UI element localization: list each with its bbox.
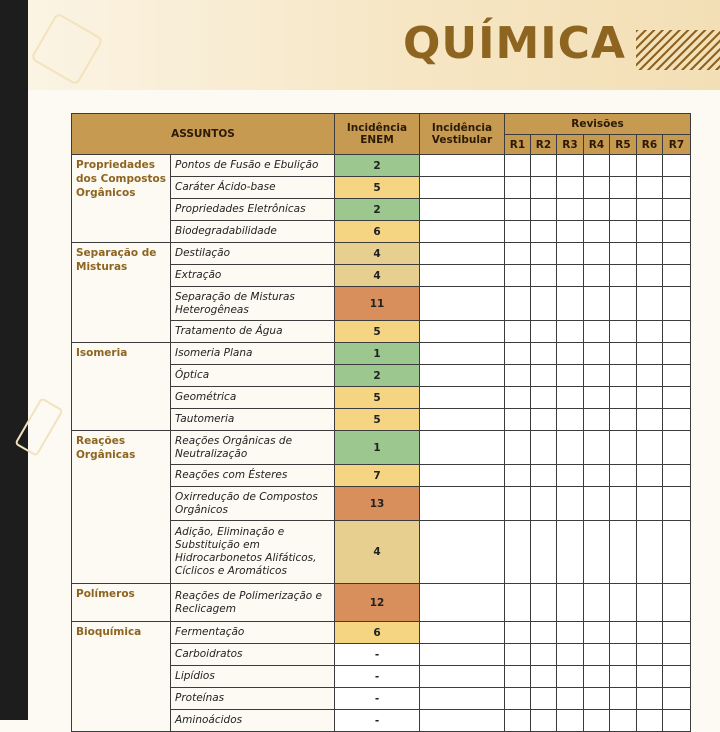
revision-checkbox-cell[interactable] (557, 710, 584, 732)
revision-checkbox-cell[interactable] (557, 465, 584, 487)
enem-incidence-cell: - (335, 688, 420, 710)
header-vestibular: Incidência Vestibular (420, 114, 505, 155)
vestibular-incidence-cell[interactable] (420, 287, 505, 321)
revision-checkbox-cell[interactable] (505, 221, 531, 243)
table-row (72, 622, 691, 644)
topic-cell: Reações com Ésteres (171, 465, 335, 487)
topic-cell: Óptica (171, 365, 335, 387)
vestibular-incidence-cell[interactable] (420, 321, 505, 343)
topic-cell: Caráter Ácido-base (171, 177, 335, 199)
topic-cell: Tratamento de Água (171, 321, 335, 343)
vestibular-incidence-cell[interactable] (420, 487, 505, 521)
revision-checkbox-cell[interactable] (637, 243, 663, 265)
left-edge-bar (0, 0, 28, 720)
revision-checkbox-cell[interactable] (610, 365, 637, 387)
revision-checkbox-cell[interactable] (531, 343, 557, 365)
revision-checkbox-cell[interactable] (637, 409, 663, 431)
revision-checkbox-cell[interactable] (637, 287, 663, 321)
enem-incidence-cell: 5 (335, 387, 420, 409)
revision-checkbox-cell[interactable] (663, 177, 691, 199)
revision-checkbox-cell[interactable] (531, 409, 557, 431)
revision-checkbox-cell[interactable] (531, 387, 557, 409)
vestibular-incidence-cell[interactable] (420, 365, 505, 387)
topic-cell: Adição, Eliminação e Substituição em Hidrocarbonetos Alifáticos, Cíclicos e Aromáticos (171, 521, 335, 584)
revision-checkbox-cell[interactable] (505, 521, 531, 584)
revision-checkbox-cell[interactable] (505, 155, 531, 177)
topic-cell: Extração (171, 265, 335, 287)
table-row (72, 584, 691, 622)
header-revision: R7 (663, 135, 691, 155)
revision-checkbox-cell[interactable] (505, 365, 531, 387)
enem-incidence-cell: 2 (335, 365, 420, 387)
revision-checkbox-cell[interactable] (637, 622, 663, 644)
subjects-table (71, 113, 691, 732)
revision-checkbox-cell[interactable] (610, 287, 637, 321)
revision-checkbox-cell[interactable] (637, 177, 663, 199)
revision-checkbox-cell[interactable] (557, 387, 584, 409)
revision-checkbox-cell[interactable] (663, 688, 691, 710)
revision-checkbox-cell[interactable] (610, 343, 637, 365)
revision-checkbox-cell[interactable] (505, 644, 531, 666)
vestibular-incidence-cell[interactable] (420, 465, 505, 487)
enem-incidence-cell: 11 (335, 287, 420, 321)
revision-checkbox-cell[interactable] (531, 487, 557, 521)
revision-checkbox-cell[interactable] (584, 321, 610, 343)
revision-checkbox-cell[interactable] (610, 644, 637, 666)
vestibular-incidence-cell[interactable] (420, 409, 505, 431)
revision-checkbox-cell[interactable] (610, 431, 637, 465)
topic-cell: Proteínas (171, 688, 335, 710)
revision-checkbox-cell[interactable] (584, 409, 610, 431)
revision-checkbox-cell[interactable] (531, 321, 557, 343)
revision-checkbox-cell[interactable] (531, 584, 557, 622)
revision-checkbox-cell[interactable] (584, 199, 610, 221)
topic-cell: Reações Orgânicas de Neutralização (171, 431, 335, 465)
revision-checkbox-cell[interactable] (663, 487, 691, 521)
revision-checkbox-cell[interactable] (505, 199, 531, 221)
vestibular-incidence-cell[interactable] (420, 666, 505, 688)
revision-checkbox-cell[interactable] (610, 243, 637, 265)
revision-checkbox-cell[interactable] (584, 521, 610, 584)
revision-checkbox-cell[interactable] (584, 431, 610, 465)
topic-cell: Pontos de Fusão e Ebulição (171, 155, 335, 177)
revision-checkbox-cell[interactable] (557, 487, 584, 521)
revision-checkbox-cell[interactable] (557, 365, 584, 387)
revision-checkbox-cell[interactable] (610, 521, 637, 584)
revision-checkbox-cell[interactable] (610, 409, 637, 431)
topic-cell: Isomeria Plana (171, 343, 335, 365)
revision-checkbox-cell[interactable] (505, 287, 531, 321)
topic-cell: Aminoácidos (171, 710, 335, 732)
vestibular-incidence-cell[interactable] (420, 155, 505, 177)
vestibular-incidence-cell[interactable] (420, 622, 505, 644)
group-label: Bioquímica (72, 622, 171, 732)
revision-checkbox-cell[interactable] (610, 710, 637, 732)
vestibular-incidence-cell[interactable] (420, 688, 505, 710)
revision-checkbox-cell[interactable] (637, 265, 663, 287)
revision-checkbox-cell[interactable] (584, 644, 610, 666)
revision-checkbox-cell[interactable] (505, 265, 531, 287)
revision-checkbox-cell[interactable] (531, 644, 557, 666)
revision-checkbox-cell[interactable] (557, 622, 584, 644)
topic-cell: Fermentação (171, 622, 335, 644)
revision-checkbox-cell[interactable] (637, 387, 663, 409)
revision-checkbox-cell[interactable] (610, 177, 637, 199)
revision-checkbox-cell[interactable] (584, 365, 610, 387)
revision-checkbox-cell[interactable] (557, 199, 584, 221)
enem-incidence-cell: - (335, 644, 420, 666)
subjects-table-body (72, 155, 691, 732)
header-revision: R4 (584, 135, 610, 155)
revision-checkbox-cell[interactable] (637, 321, 663, 343)
vestibular-incidence-cell[interactable] (420, 243, 505, 265)
enem-incidence-cell: 1 (335, 431, 420, 465)
revision-checkbox-cell[interactable] (557, 644, 584, 666)
topic-cell: Oxirredução de Compostos Orgânicos (171, 487, 335, 521)
revision-checkbox-cell[interactable] (584, 243, 610, 265)
topic-cell: Destilação (171, 243, 335, 265)
enem-incidence-cell: 13 (335, 487, 420, 521)
revision-checkbox-cell[interactable] (584, 710, 610, 732)
vestibular-incidence-cell[interactable] (420, 265, 505, 287)
vestibular-incidence-cell[interactable] (420, 431, 505, 465)
group-label: Isomeria (72, 343, 171, 431)
revision-checkbox-cell[interactable] (505, 666, 531, 688)
revision-checkbox-cell[interactable] (505, 688, 531, 710)
revision-checkbox-cell[interactable] (557, 521, 584, 584)
revision-checkbox-cell[interactable] (531, 199, 557, 221)
revision-checkbox-cell[interactable] (663, 343, 691, 365)
revision-checkbox-cell[interactable] (557, 409, 584, 431)
topic-cell: Lipídios (171, 666, 335, 688)
revision-checkbox-cell[interactable] (531, 265, 557, 287)
enem-incidence-cell: 5 (335, 321, 420, 343)
revision-checkbox-cell[interactable] (663, 465, 691, 487)
vestibular-incidence-cell[interactable] (420, 387, 505, 409)
revision-checkbox-cell[interactable] (637, 465, 663, 487)
group-label: Separação de Misturas (72, 243, 171, 343)
revision-checkbox-cell[interactable] (637, 521, 663, 584)
revision-checkbox-cell[interactable] (610, 622, 637, 644)
revision-checkbox-cell[interactable] (663, 584, 691, 622)
enem-incidence-cell: 4 (335, 243, 420, 265)
table-row (72, 343, 691, 365)
subjects-table-container (71, 113, 690, 732)
revision-checkbox-cell[interactable] (663, 287, 691, 321)
revision-checkbox-cell[interactable] (505, 487, 531, 521)
revision-checkbox-cell[interactable] (584, 688, 610, 710)
revision-checkbox-cell[interactable] (637, 666, 663, 688)
topic-cell: Separação de Misturas Heterogêneas (171, 287, 335, 321)
revision-checkbox-cell[interactable] (557, 321, 584, 343)
header-revisions: Revisões (505, 114, 691, 135)
header-enem: Incidência ENEM (335, 114, 420, 155)
vestibular-incidence-cell[interactable] (420, 177, 505, 199)
enem-incidence-cell: 6 (335, 622, 420, 644)
vestibular-incidence-cell[interactable] (420, 644, 505, 666)
revision-checkbox-cell[interactable] (584, 265, 610, 287)
revision-checkbox-cell[interactable] (663, 409, 691, 431)
revision-checkbox-cell[interactable] (663, 666, 691, 688)
revision-checkbox-cell[interactable] (663, 622, 691, 644)
revision-checkbox-cell[interactable] (610, 387, 637, 409)
revision-checkbox-cell[interactable] (557, 688, 584, 710)
revision-checkbox-cell[interactable] (505, 343, 531, 365)
header-revision: R1 (505, 135, 531, 155)
page-title: QUÍMICA (402, 18, 626, 69)
revision-checkbox-cell[interactable] (584, 287, 610, 321)
header-subjects: ASSUNTOS (72, 114, 335, 155)
revision-checkbox-cell[interactable] (584, 666, 610, 688)
revision-checkbox-cell[interactable] (610, 584, 637, 622)
revision-checkbox-cell[interactable] (663, 431, 691, 465)
revision-checkbox-cell[interactable] (663, 221, 691, 243)
revision-checkbox-cell[interactable] (505, 622, 531, 644)
enem-incidence-cell: - (335, 666, 420, 688)
revision-checkbox-cell[interactable] (637, 155, 663, 177)
revision-checkbox-cell[interactable] (637, 710, 663, 732)
enem-incidence-cell: - (335, 710, 420, 732)
revision-checkbox-cell[interactable] (663, 387, 691, 409)
revision-checkbox-cell[interactable] (584, 622, 610, 644)
enem-incidence-cell: 5 (335, 409, 420, 431)
revision-checkbox-cell[interactable] (505, 584, 531, 622)
revision-checkbox-cell[interactable] (557, 243, 584, 265)
revision-checkbox-cell[interactable] (557, 221, 584, 243)
revision-checkbox-cell[interactable] (637, 221, 663, 243)
vestibular-incidence-cell[interactable] (420, 199, 505, 221)
revision-checkbox-cell[interactable] (531, 243, 557, 265)
enem-incidence-cell: 4 (335, 521, 420, 584)
header-revision: R6 (637, 135, 663, 155)
revision-checkbox-cell[interactable] (663, 365, 691, 387)
revision-checkbox-cell[interactable] (637, 487, 663, 521)
header-revision: R3 (557, 135, 584, 155)
table-row (72, 155, 691, 177)
revision-checkbox-cell[interactable] (531, 221, 557, 243)
revision-checkbox-cell[interactable] (663, 265, 691, 287)
topic-cell: Carboidratos (171, 644, 335, 666)
header-revision: R5 (610, 135, 637, 155)
vestibular-incidence-cell[interactable] (420, 584, 505, 622)
revision-checkbox-cell[interactable] (505, 465, 531, 487)
revision-checkbox-cell[interactable] (610, 666, 637, 688)
revision-checkbox-cell[interactable] (663, 644, 691, 666)
table-row (72, 243, 691, 265)
revision-checkbox-cell[interactable] (557, 343, 584, 365)
table-row (72, 431, 691, 465)
revision-checkbox-cell[interactable] (557, 584, 584, 622)
revision-checkbox-cell[interactable] (557, 177, 584, 199)
revision-checkbox-cell[interactable] (531, 666, 557, 688)
vestibular-incidence-cell[interactable] (420, 710, 505, 732)
revision-checkbox-cell[interactable] (505, 243, 531, 265)
revision-checkbox-cell[interactable] (637, 584, 663, 622)
revision-checkbox-cell[interactable] (584, 465, 610, 487)
header-revision: R2 (531, 135, 557, 155)
enem-incidence-cell: 2 (335, 199, 420, 221)
enem-incidence-cell: 1 (335, 343, 420, 365)
revision-checkbox-cell[interactable] (610, 321, 637, 343)
revision-checkbox-cell[interactable] (637, 343, 663, 365)
revision-checkbox-cell[interactable] (637, 199, 663, 221)
revision-checkbox-cell[interactable] (610, 688, 637, 710)
revision-checkbox-cell[interactable] (531, 622, 557, 644)
group-label: Polímeros (72, 584, 171, 622)
revision-checkbox-cell[interactable] (637, 688, 663, 710)
revision-checkbox-cell[interactable] (531, 155, 557, 177)
group-label: Propriedades dos Compostos Orgânicos (72, 155, 171, 243)
revision-checkbox-cell[interactable] (557, 155, 584, 177)
revision-checkbox-cell[interactable] (505, 387, 531, 409)
vestibular-incidence-cell[interactable] (420, 343, 505, 365)
enem-incidence-cell: 5 (335, 177, 420, 199)
revision-checkbox-cell[interactable] (610, 487, 637, 521)
revision-checkbox-cell[interactable] (557, 265, 584, 287)
revision-checkbox-cell[interactable] (505, 710, 531, 732)
stripes-decoration (636, 30, 720, 70)
revision-checkbox-cell[interactable] (663, 155, 691, 177)
revision-checkbox-cell[interactable] (531, 177, 557, 199)
revision-checkbox-cell[interactable] (610, 199, 637, 221)
revision-checkbox-cell[interactable] (584, 343, 610, 365)
revision-checkbox-cell[interactable] (531, 365, 557, 387)
revision-checkbox-cell[interactable] (584, 177, 610, 199)
revision-checkbox-cell[interactable] (531, 688, 557, 710)
topic-cell: Propriedades Eletrônicas (171, 199, 335, 221)
revision-checkbox-cell[interactable] (663, 243, 691, 265)
vestibular-incidence-cell[interactable] (420, 221, 505, 243)
revision-checkbox-cell[interactable] (663, 521, 691, 584)
enem-incidence-cell: 12 (335, 584, 420, 622)
enem-incidence-cell: 7 (335, 465, 420, 487)
revision-checkbox-cell[interactable] (637, 431, 663, 465)
revision-checkbox-cell[interactable] (584, 387, 610, 409)
topic-cell: Tautomeria (171, 409, 335, 431)
enem-incidence-cell: 4 (335, 265, 420, 287)
enem-incidence-cell: 2 (335, 155, 420, 177)
revision-checkbox-cell[interactable] (584, 584, 610, 622)
revision-checkbox-cell[interactable] (584, 221, 610, 243)
revision-checkbox-cell[interactable] (610, 221, 637, 243)
vestibular-incidence-cell[interactable] (420, 521, 505, 584)
revision-checkbox-cell[interactable] (531, 521, 557, 584)
revision-checkbox-cell[interactable] (505, 321, 531, 343)
revision-checkbox-cell[interactable] (663, 321, 691, 343)
revision-checkbox-cell[interactable] (531, 287, 557, 321)
revision-checkbox-cell[interactable] (610, 265, 637, 287)
revision-checkbox-cell[interactable] (637, 644, 663, 666)
revision-checkbox-cell[interactable] (663, 199, 691, 221)
topic-cell: Biodegradabilidade (171, 221, 335, 243)
group-label: Reações Orgânicas (72, 431, 171, 584)
revision-checkbox-cell[interactable] (584, 155, 610, 177)
revision-checkbox-cell[interactable] (610, 465, 637, 487)
revision-checkbox-cell[interactable] (531, 431, 557, 465)
revision-checkbox-cell[interactable] (505, 431, 531, 465)
revision-checkbox-cell[interactable] (505, 177, 531, 199)
revision-checkbox-cell[interactable] (531, 710, 557, 732)
revision-checkbox-cell[interactable] (557, 431, 584, 465)
topic-cell: Reações de Polimerização e Reclicagem (171, 584, 335, 622)
revision-checkbox-cell[interactable] (637, 365, 663, 387)
revision-checkbox-cell[interactable] (663, 710, 691, 732)
revision-checkbox-cell[interactable] (610, 155, 637, 177)
revision-checkbox-cell[interactable] (531, 465, 557, 487)
topic-cell: Geométrica (171, 387, 335, 409)
enem-incidence-cell: 6 (335, 221, 420, 243)
revision-checkbox-cell[interactable] (505, 409, 531, 431)
revision-checkbox-cell[interactable] (557, 287, 584, 321)
revision-checkbox-cell[interactable] (557, 666, 584, 688)
revision-checkbox-cell[interactable] (584, 487, 610, 521)
